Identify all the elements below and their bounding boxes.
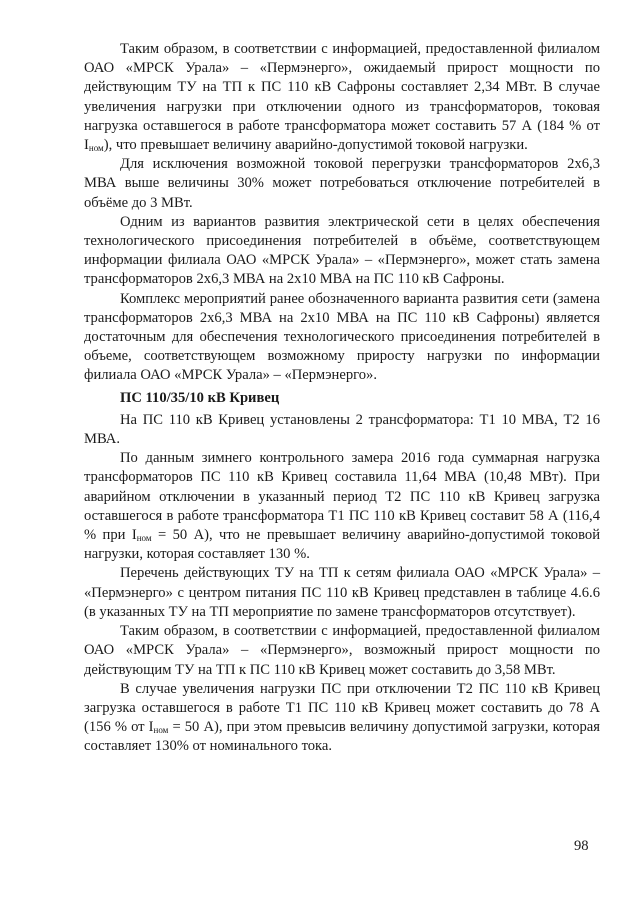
subscript-nom: ном [153,725,169,736]
subscript-nom: ном [88,143,104,154]
paragraph-krivets-transformers: На ПС 110 кВ Кривец установлены 2 трансформатора: Т1 10 МВА, Т2 16 МВА. [84,411,600,448]
paragraph-measures-sufficient: Комплекс мероприятий ранее обозначенного варианта развития сети (замена трансформаторов 2х6,3 МВА на 2х10 МВА на ПС 110 кВ Сафроны) является достаточным для обеспечения технологического присоединения потребителей в объеме, соответствующем возможному приросту нагрузки по информации филиала ОАО «МРСК Урала» – «Пермэнерго». [84,290,600,384]
document-body [84,40,600,757]
paragraph-krivets-growth: Таким образом, в соответствии с информацией, предоставленной филиалом ОАО «МРСК Урала» – «Пермэнерго», возможный прирост мощности по действующим ТУ на ТП к ПС 110 кВ Кривец может составить до 3,58 МВт. [84,623,600,678]
section-heading-krivets: ПС 110/35/10 кВ Кривец [120,389,280,406]
page-number: 98 [574,838,589,854]
paragraph-krivets-tu-list: Перечень действующих ТУ на ТП к сетям филиала ОАО «МРСК Урала» – «Пермэнерго» с центром питания ПС 110 кВ Кривец представлен в таблице 4.6.6 (в указанных ТУ на ТП мероприятие по замене трансформаторов отсутствует). [84,565,600,620]
paragraph-krivets-winter-load: По данным зимнего контрольного замера 2016 года суммарная нагрузка трансформаторов ПС 110 кВ Кривец составила 11,64 МВА (10,48 МВт). При аварийном отключении в указанный период Т2 ПС 110 кВ Кривец загрузка оставшегося в работе трансформатора Т1 ПС 110 кВ Кривец составит 58 А (116,4 % при $I_{ном} = 50$ А), что не превышает величину аварийно-допустимой токовой нагрузки, которая составляет 130 %. [84,450,600,563]
paragraph-safrony-growth: Таким образом, в соответствии с информацией, предоставленной филиалом ОАО «МРСК Урала» – «Пермэнерго», ожидаемый прирост мощности по действующим ТУ на ТП к ПС 110 кВ Сафроны составляет 2,34 МВт. В случае увеличения нагрузки при отключении одного из трансформаторов, токовая нагрузка оставшегося в работе трансформатора может составить 57 А (184 % от $I_{ном}$), что превышает величину аварийно-допустимой токовой нагрузки. [84,41,600,154]
subscript-nom: ном [136,533,152,544]
paragraph-development-option: Одним из вариантов развития электрической сети в целях обеспечения технологического присоединения потребителей в объёме, соответствующем информации филиала ОАО «МРСК Урала» – «Пермэнерго», может стать замена трансформаторов 2х6,3 МВА на 2х10 МВА на ПС 110 кВ Сафроны. [84,213,600,288]
paragraph-overload-prevention: Для исключения возможной токовой перегрузки трансформаторов 2х6,3 МВА выше величины 30% может потребоваться отключение потребителей в объёме до 3 МВт. [84,156,600,211]
paragraph-krivets-overload: В случае увеличения нагрузки ПС при отключении Т2 ПС 110 кВ Кривец загрузка оставшегося в работе Т1 ПС 110 кВ Кривец может составить до 78 А (156 % от $I_{ном} = 50$ А), при этом превысив величину допустимой загрузки, которая составляет 130% от номинального тока. [84,680,600,755]
